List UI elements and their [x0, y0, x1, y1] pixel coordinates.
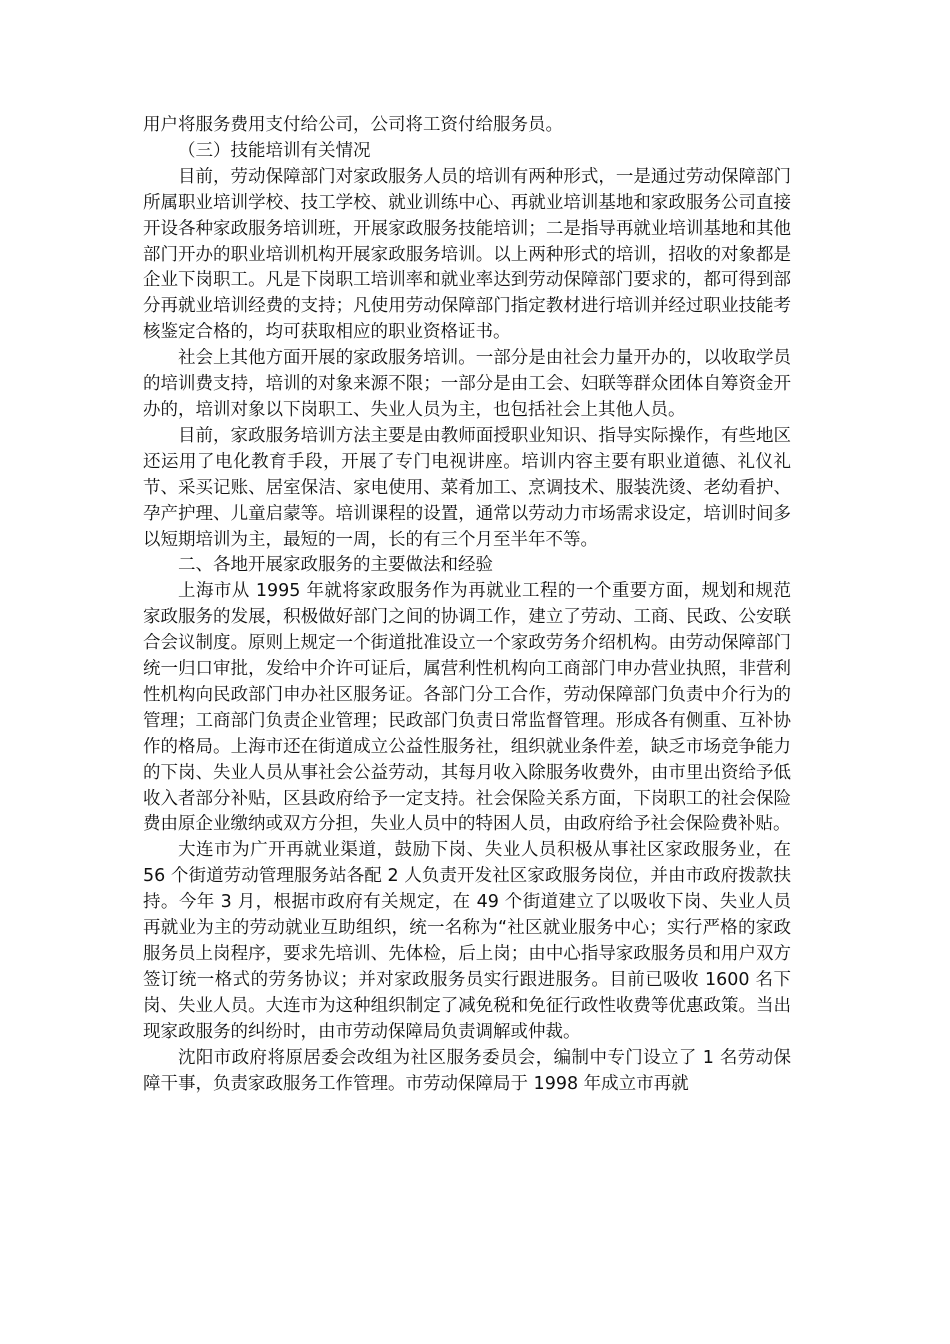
- paragraph-shenyang: 沈阳市政府将原居委会改组为社区服务委员会，编制中专门设立了 1 名劳动保障干事，负责家政服务工作管理。市劳动保障局于 1998 年成立市再就: [143, 1047, 791, 1094]
- paragraph-training-methods: 目前，家政服务培训方法主要是由教师面授职业知识、指导实际操作，有些地区还运用了电化教育手段，开展了专门电视讲座。培训内容主要有职业道德、礼仪礼节、采买记账、居室保洁、家电使用、菜肴加工、烹调技术、服装洗烫、老幼看护、孕产护理、儿童启蒙等。培训课程的设置，通常以劳动力市场需求设定，培训时间多以短期培训为主，最短的一周，长的有三个月至半年不等。: [143, 425, 791, 550]
- paragraph-continuation: 用户将服务费用支付给公司，公司将工资付给服务员。: [143, 115, 563, 135]
- paragraph-shanghai: 上海市从 1995 年就将家政服务作为再就业工程的一个重要方面，规划和规范家政服务的发展，积极做好部门之间的协调工作，建立了劳动、工商、民政、公安联合会议制度。原则上规定一个街道批准设立一个家政劳务介绍机构。由劳动保障部门统一归口审批，发给中介许可证后，属营利性机构向工商部门申办营业执照，非营利性机构向民政部门申办社区服务证。各部门分工合作，劳动保障部门负责中介行为的管理；工商部门负责企业管理；民政部门负责日常监督管理。形成各有侧重、互补协作的格局。上海市还在街道成立公益性服务社，组织就业条件差，缺乏市场竞争能力的下岗、失业人员从事社会公益劳动，其每月收入除服务收费外，由市里出资给予低收入者部分补贴，区县政府给予一定支持。社会保险关系方面，下岗职工的社会保险费由原企业缴纳或双方分担，失业人员中的特困人员，由政府给予社会保险费补贴。: [143, 581, 791, 835]
- document-body: [143, 113, 791, 1097]
- paragraph-dalian: 大连市为广开再就业渠道，鼓励下岗、失业人员积极从事社区家政服务业，在 56 个街道劳动管理服务站各配 2 人负责开发社区家政服务岗位，并由市政府拨款扶持。今年 3 月，根据市政府有关规定，在 49 个街道建立了以吸收下岗、失业人员再就业为主的劳动就业互助组织，统一名称为“社区就业服务中心；实行严格的家政服务员上岗程序，要求先培训、先体检，后上岗；由中心指导家政服务员和用户双方签订统一格式的劳务协议；并对家政服务员实行跟进服务。目前已吸收 1600 名下岗、失业人员。大连市为这种组织制定了减免税和免征行政性收费等优惠政策。当出现家政服务的纠纷时，由市劳动保障局负责调解或仲裁。: [143, 840, 791, 1042]
- section-heading-skills-training: （三）技能培训有关情况: [178, 140, 371, 161]
- paragraph-social-training: 社会上其他方面开展的家政服务培训。一部分是由社会力量开办的，以收取学员的培训费支持，培训的对象来源不限；一部分是由工会、妇联等群众团体自筹资金开办的，培训对象以下岗职工、失业人员为主，也包括社会上其他人员。: [143, 348, 791, 420]
- paragraph-training-forms: 目前，劳动保障部门对家政服务人员的培训有两种形式，一是通过劳动保障部门所属职业培训学校、技工学校、就业训练中心、再就业培训基地和家政服务公司直接开设各种家政服务培训班，开展家政服务技能培训；二是指导再就业培训基地和其他部门开办的职业培训机构开展家政服务培训。以上两种形式的培训，招收的对象都是企业下岗职工。凡是下岗职工培训率和就业率达到劳动保障部门要求的，都可得到部分再就业培训经费的支持；凡使用劳动保障部门指定教材进行培训并经过职业技能考核鉴定合格的，均可获取相应的职业资格证书。: [143, 166, 791, 343]
- section-heading-local-practices: 二、各地开展家政服务的主要做法和经验: [178, 555, 493, 576]
